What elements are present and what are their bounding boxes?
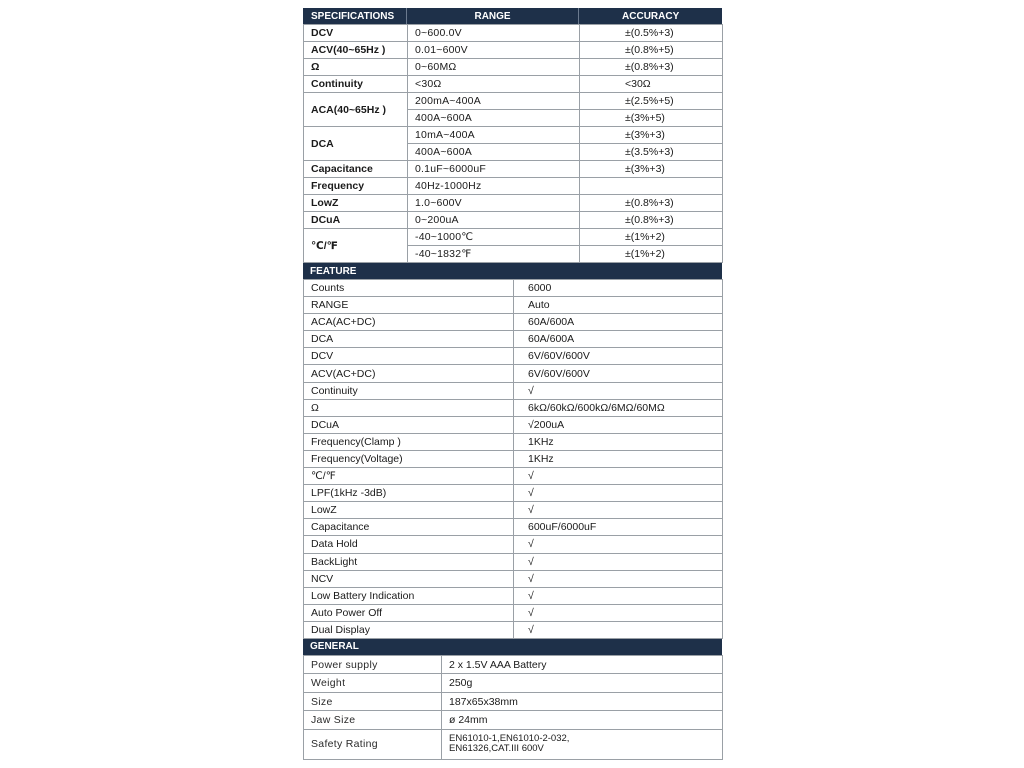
general-value: 2 x 1.5V AAA Battery (442, 655, 723, 674)
feature-value: 60A/600A (514, 314, 723, 331)
spec-range: 0.01~600V (408, 42, 580, 59)
feature-row (304, 536, 723, 553)
spec-name: Ω (304, 59, 408, 76)
feature-value: √ (514, 502, 723, 519)
spec-row (304, 93, 723, 110)
spec-row (304, 229, 723, 246)
spec-range: <30Ω (408, 76, 580, 93)
general-value: 250g (442, 674, 723, 693)
spec-name: Frequency (304, 178, 408, 195)
spec-range: 400A~600A (408, 144, 580, 161)
spec-accuracy: ±(0.5%+3) (580, 25, 723, 42)
feature-row (304, 485, 723, 502)
feature-name: Low Battery Indication (304, 587, 514, 604)
spec-name: DCuA (304, 212, 408, 229)
spec-accuracy: ±(0.8%+3) (580, 212, 723, 229)
spec-name: Continuity (304, 76, 408, 93)
spec-row (304, 127, 723, 144)
feature-name: DCA (304, 331, 514, 348)
feature-value: 60A/600A (514, 331, 723, 348)
feature-value: √ (514, 587, 723, 604)
spec-row (304, 42, 723, 59)
specifications-table (303, 24, 723, 263)
spec-name: DCV (304, 25, 408, 42)
feature-row (304, 399, 723, 416)
feature-name: DCV (304, 348, 514, 365)
spec-accuracy: <30Ω (580, 76, 723, 93)
spec-range: 400A~600A (408, 110, 580, 127)
feature-value: 6000 (514, 280, 723, 297)
feature-value: 600uF/6000uF (514, 519, 723, 536)
feature-value: Auto (514, 297, 723, 314)
feature-name: ℃/℉ (304, 468, 514, 485)
feature-value: √ (514, 604, 723, 621)
general-name: Power supply (304, 655, 442, 674)
feature-name: RANGE (304, 297, 514, 314)
spec-accuracy: ±(0.8%+5) (580, 42, 723, 59)
feature-row (304, 570, 723, 587)
feature-name: LowZ (304, 502, 514, 519)
spec-range: -40~1832℉ (408, 246, 580, 263)
general-row (304, 674, 723, 693)
feature-value: √ (514, 382, 723, 399)
spec-name: ACA(40~65Hz ) (304, 93, 408, 127)
feature-row (304, 587, 723, 604)
spec-name: ACV(40~65Hz ) (304, 42, 408, 59)
feature-value: 6V/60V/600V (514, 348, 723, 365)
general-row (304, 692, 723, 711)
feature-header: FEATURE (303, 263, 722, 279)
spec-range: 200mA~400A (408, 93, 580, 110)
feature-name: ACV(AC+DC) (304, 365, 514, 382)
general-name: Safety Rating (304, 729, 442, 759)
spec-range: 10mA~400A (408, 127, 580, 144)
feature-row (304, 433, 723, 450)
feature-name: LPF(1kHz -3dB) (304, 485, 514, 502)
feature-row (304, 553, 723, 570)
feature-row (304, 348, 723, 365)
feature-value: 6kΩ/60kΩ/600kΩ/6MΩ/60MΩ (514, 399, 723, 416)
feature-row (304, 331, 723, 348)
feature-row (304, 365, 723, 382)
spec-accuracy: ±(3.5%+3) (580, 144, 723, 161)
feature-name: ACA(AC+DC) (304, 314, 514, 331)
spec-range: 40Hz-1000Hz (408, 178, 580, 195)
feature-name: NCV (304, 570, 514, 587)
feature-value: √ (514, 468, 723, 485)
feature-value: √ (514, 621, 723, 638)
feature-name: Frequency(Clamp ) (304, 433, 514, 450)
feature-name: Dual Display (304, 621, 514, 638)
feature-row (304, 502, 723, 519)
range-column-header: RANGE (407, 8, 580, 24)
spec-accuracy: ±(0.8%+3) (580, 59, 723, 76)
spec-row (304, 178, 723, 195)
spec-accuracy: ±(1%+2) (580, 246, 723, 263)
spec-row (304, 76, 723, 93)
feature-value: 1KHz (514, 433, 723, 450)
feature-value: 1KHz (514, 450, 723, 467)
general-value: EN61010-1,EN61010-2-032, EN61326,CAT.III 600V (442, 729, 723, 759)
spec-range: 1.0~600V (408, 195, 580, 212)
general-row (304, 655, 723, 674)
feature-name: Data Hold (304, 536, 514, 553)
feature-name: BackLight (304, 553, 514, 570)
general-row (304, 729, 723, 759)
spec-range: 0~600.0V (408, 25, 580, 42)
feature-row (304, 604, 723, 621)
spec-accuracy (580, 178, 723, 195)
feature-row (304, 416, 723, 433)
general-name: Weight (304, 674, 442, 693)
spec-accuracy: ±(2.5%+5) (580, 93, 723, 110)
feature-row (304, 450, 723, 467)
spec-range: 0.1uF~6000uF (408, 161, 580, 178)
spec-accuracy: ±(3%+3) (580, 161, 723, 178)
spec-range: -40~1000℃ (408, 229, 580, 246)
feature-row (304, 519, 723, 536)
feature-name: Ω (304, 399, 514, 416)
feature-name: Capacitance (304, 519, 514, 536)
spec-accuracy: ±(0.8%+3) (580, 195, 723, 212)
spec-name: DCA (304, 127, 408, 161)
specifications-column-header: SPECIFICATIONS (303, 8, 407, 24)
general-value: ø 24mm (442, 711, 723, 730)
general-name: Jaw Size (304, 711, 442, 730)
feature-table (303, 279, 723, 639)
accuracy-column-header: ACCURACY (622, 10, 680, 22)
spec-name: LowZ (304, 195, 408, 212)
spec-row (304, 161, 723, 178)
feature-value: √ (514, 553, 723, 570)
spec-row (304, 59, 723, 76)
feature-value: √200uA (514, 416, 723, 433)
feature-row (304, 314, 723, 331)
general-value: 187x65x38mm (442, 692, 723, 711)
spec-name: Capacitance (304, 161, 408, 178)
feature-row (304, 468, 723, 485)
feature-row (304, 280, 723, 297)
spec-sheet (303, 8, 722, 760)
general-header: GENERAL (303, 639, 722, 655)
specifications-header (303, 8, 722, 24)
feature-value: 6V/60V/600V (514, 365, 723, 382)
spec-row (304, 195, 723, 212)
general-table (303, 655, 723, 760)
feature-name: Counts (304, 280, 514, 297)
spec-name: ℃/℉ (304, 229, 408, 263)
feature-name: Frequency(Voltage) (304, 450, 514, 467)
feature-row (304, 621, 723, 638)
general-name: Size (304, 692, 442, 711)
feature-name: DCuA (304, 416, 514, 433)
feature-name: Continuity (304, 382, 514, 399)
feature-row (304, 297, 723, 314)
general-row (304, 711, 723, 730)
spec-accuracy: ±(3%+3) (580, 127, 723, 144)
feature-value: √ (514, 485, 723, 502)
spec-accuracy: ±(3%+5) (580, 110, 723, 127)
feature-value: √ (514, 536, 723, 553)
spec-range: 0~200uA (408, 212, 580, 229)
feature-row (304, 382, 723, 399)
spec-accuracy: ±(1%+2) (580, 229, 723, 246)
feature-name: Auto Power Off (304, 604, 514, 621)
spec-row (304, 25, 723, 42)
feature-value: √ (514, 570, 723, 587)
spec-range: 0~60MΩ (408, 59, 580, 76)
spec-row (304, 212, 723, 229)
